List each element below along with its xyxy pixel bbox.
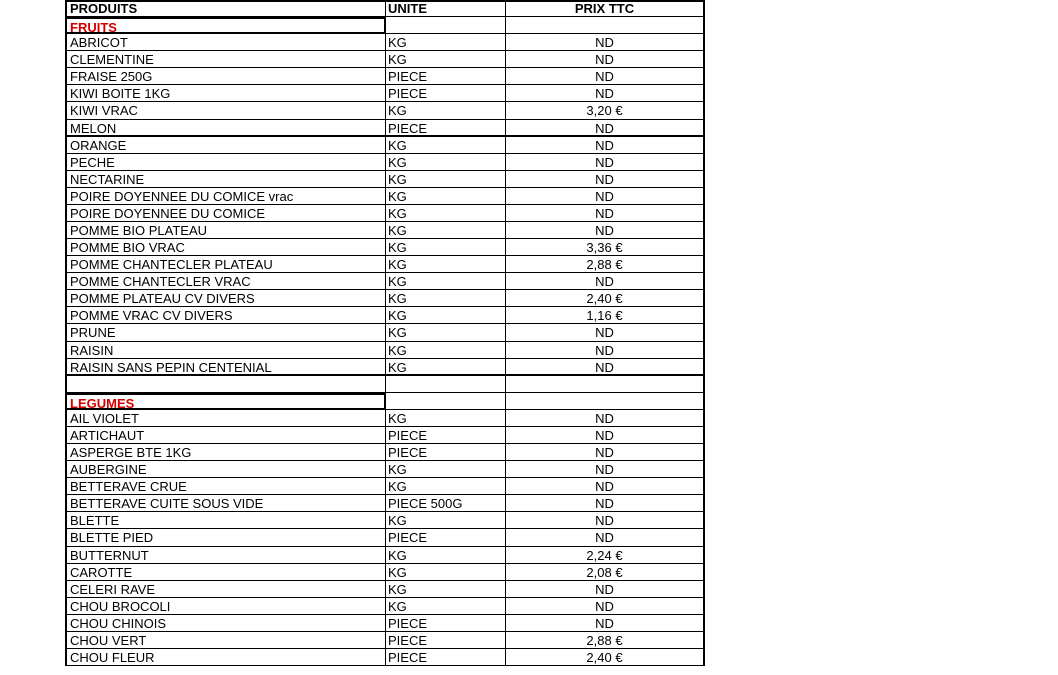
unit-cell [386,17,506,34]
table-row [65,512,705,529]
table-row [65,154,705,171]
product-cell: RAISIN [65,342,386,359]
unit-cell: KG [386,205,506,222]
unit-cell: KG [386,598,506,615]
unit-cell: PIECE [386,444,506,461]
table-row [65,495,705,512]
product-cell: BLETTE PIED [65,529,386,546]
price-cell: ND [506,529,705,546]
price-cell: ND [506,222,705,239]
product-cell: KIWI VRAC [65,102,386,119]
table-row [65,529,705,546]
header-prix: PRIX TTC [506,0,705,17]
section-title: FRUITS [65,17,386,34]
header-produits: PRODUITS [65,0,386,17]
product-cell: POMME VRAC CV DIVERS [65,307,386,324]
unit-cell: KG [386,461,506,478]
unit-cell: KG [386,171,506,188]
price-cell [506,376,705,393]
header-unite: UNITE [386,0,506,17]
table-row [65,34,705,51]
price-cell: 2,88 € [506,256,705,273]
price-cell: ND [506,34,705,51]
product-cell: POIRE DOYENNEE DU COMICE vrac [65,188,386,205]
price-cell: ND [506,273,705,290]
table-row [65,598,705,615]
price-cell: ND [506,461,705,478]
unit-cell [386,376,506,393]
table-row [65,342,705,359]
price-cell: ND [506,359,705,376]
product-cell: ABRICOT [65,34,386,51]
unit-cell: KG [386,307,506,324]
unit-cell: PIECE [386,120,506,137]
unit-cell: PIECE 500G [386,495,506,512]
product-cell: CAROTTE [65,564,386,581]
price-cell: ND [506,512,705,529]
unit-cell: PIECE [386,632,506,649]
product-cell: KIWI BOITE 1KG [65,85,386,102]
unit-cell: KG [386,188,506,205]
blank-row [65,376,705,393]
table-row [65,478,705,495]
section-row [65,393,705,410]
table-row [65,444,705,461]
unit-cell: PIECE [386,85,506,102]
unit-cell: KG [386,512,506,529]
price-cell: ND [506,68,705,85]
table-row [65,359,705,376]
product-cell: POMME PLATEAU CV DIVERS [65,290,386,307]
price-cell: ND [506,581,705,598]
price-cell: ND [506,342,705,359]
product-cell: ORANGE [65,137,386,154]
unit-cell: KG [386,239,506,256]
product-cell: POIRE DOYENNEE DU COMICE [65,205,386,222]
product-cell: BLETTE [65,512,386,529]
price-cell: ND [506,324,705,341]
product-cell: RAISIN SANS PEPIN CENTENIAL [65,359,386,376]
unit-cell: KG [386,137,506,154]
product-cell: CHOU VERT [65,632,386,649]
table-row [65,581,705,598]
table-row [65,205,705,222]
table-row [65,307,705,324]
price-cell: ND [506,120,705,137]
table-row [65,547,705,564]
unit-cell: PIECE [386,649,506,666]
price-cell: ND [506,615,705,632]
price-cell: ND [506,444,705,461]
product-cell: FRAISE 250G [65,68,386,85]
product-cell: CHOU BROCOLI [65,598,386,615]
table-row [65,410,705,427]
unit-cell: KG [386,410,506,427]
price-cell: 3,20 € [506,102,705,119]
unit-cell: KG [386,478,506,495]
price-cell: ND [506,427,705,444]
product-cell: POMME BIO VRAC [65,239,386,256]
table-row [65,102,705,119]
product-cell: PRUNE [65,324,386,341]
table-row [65,68,705,85]
price-cell: ND [506,478,705,495]
table-row [65,171,705,188]
table-row [65,120,705,137]
unit-cell: PIECE [386,615,506,632]
price-cell: 2,88 € [506,632,705,649]
price-cell: ND [506,51,705,68]
product-cell: BUTTERNUT [65,547,386,564]
price-cell: ND [506,410,705,427]
price-cell: 3,36 € [506,239,705,256]
product-cell: BETTERAVE CRUE [65,478,386,495]
table-header [65,0,705,17]
product-cell: PECHE [65,154,386,171]
unit-cell: PIECE [386,68,506,85]
product-cell [65,376,386,393]
price-cell: 1,16 € [506,307,705,324]
unit-cell: KG [386,547,506,564]
section-row [65,17,705,34]
product-cell: ARTICHAUT [65,427,386,444]
table-row [65,461,705,478]
unit-cell: KG [386,51,506,68]
price-cell: ND [506,154,705,171]
unit-cell: KG [386,222,506,239]
price-cell: ND [506,171,705,188]
unit-cell: KG [386,102,506,119]
product-cell: POMME BIO PLATEAU [65,222,386,239]
table-row [65,632,705,649]
price-cell: 2,08 € [506,564,705,581]
price-cell: 2,24 € [506,547,705,564]
unit-cell: KG [386,256,506,273]
price-cell: ND [506,205,705,222]
product-cell: CHOU CHINOIS [65,615,386,632]
table-row [65,85,705,102]
unit-cell: PIECE [386,427,506,444]
unit-cell: KG [386,581,506,598]
unit-cell: KG [386,34,506,51]
table-row [65,564,705,581]
product-cell: CHOU FLEUR [65,649,386,666]
price-table [65,0,705,666]
price-cell: 2,40 € [506,649,705,666]
section-title: LEGUMES [65,393,386,410]
price-cell: ND [506,85,705,102]
table-row [65,273,705,290]
product-cell: CLEMENTINE [65,51,386,68]
table-row [65,256,705,273]
unit-cell: KG [386,564,506,581]
table-row [65,615,705,632]
unit-cell [386,393,506,410]
price-cell: ND [506,495,705,512]
unit-cell: PIECE [386,529,506,546]
table-row [65,137,705,154]
unit-cell: KG [386,324,506,341]
table-row [65,188,705,205]
table-row [65,222,705,239]
price-cell: ND [506,188,705,205]
product-cell: CELERI RAVE [65,581,386,598]
table-row [65,51,705,68]
price-cell: ND [506,598,705,615]
unit-cell: KG [386,273,506,290]
product-cell: AIL VIOLET [65,410,386,427]
price-cell: ND [506,137,705,154]
unit-cell: KG [386,359,506,376]
unit-cell: KG [386,290,506,307]
unit-cell: KG [386,342,506,359]
table-body [65,17,705,666]
product-cell: POMME CHANTECLER PLATEAU [65,256,386,273]
product-cell: NECTARINE [65,171,386,188]
product-cell: ASPERGE BTE 1KG [65,444,386,461]
table-row [65,239,705,256]
product-cell: BETTERAVE CUITE SOUS VIDE [65,495,386,512]
price-cell: 2,40 € [506,290,705,307]
price-cell [506,17,705,34]
table-row [65,427,705,444]
table-row [65,324,705,341]
product-cell: MELON [65,120,386,137]
table-row [65,649,705,666]
price-cell [506,393,705,410]
product-cell: AUBERGINE [65,461,386,478]
table-row [65,290,705,307]
unit-cell: KG [386,154,506,171]
product-cell: POMME CHANTECLER VRAC [65,273,386,290]
